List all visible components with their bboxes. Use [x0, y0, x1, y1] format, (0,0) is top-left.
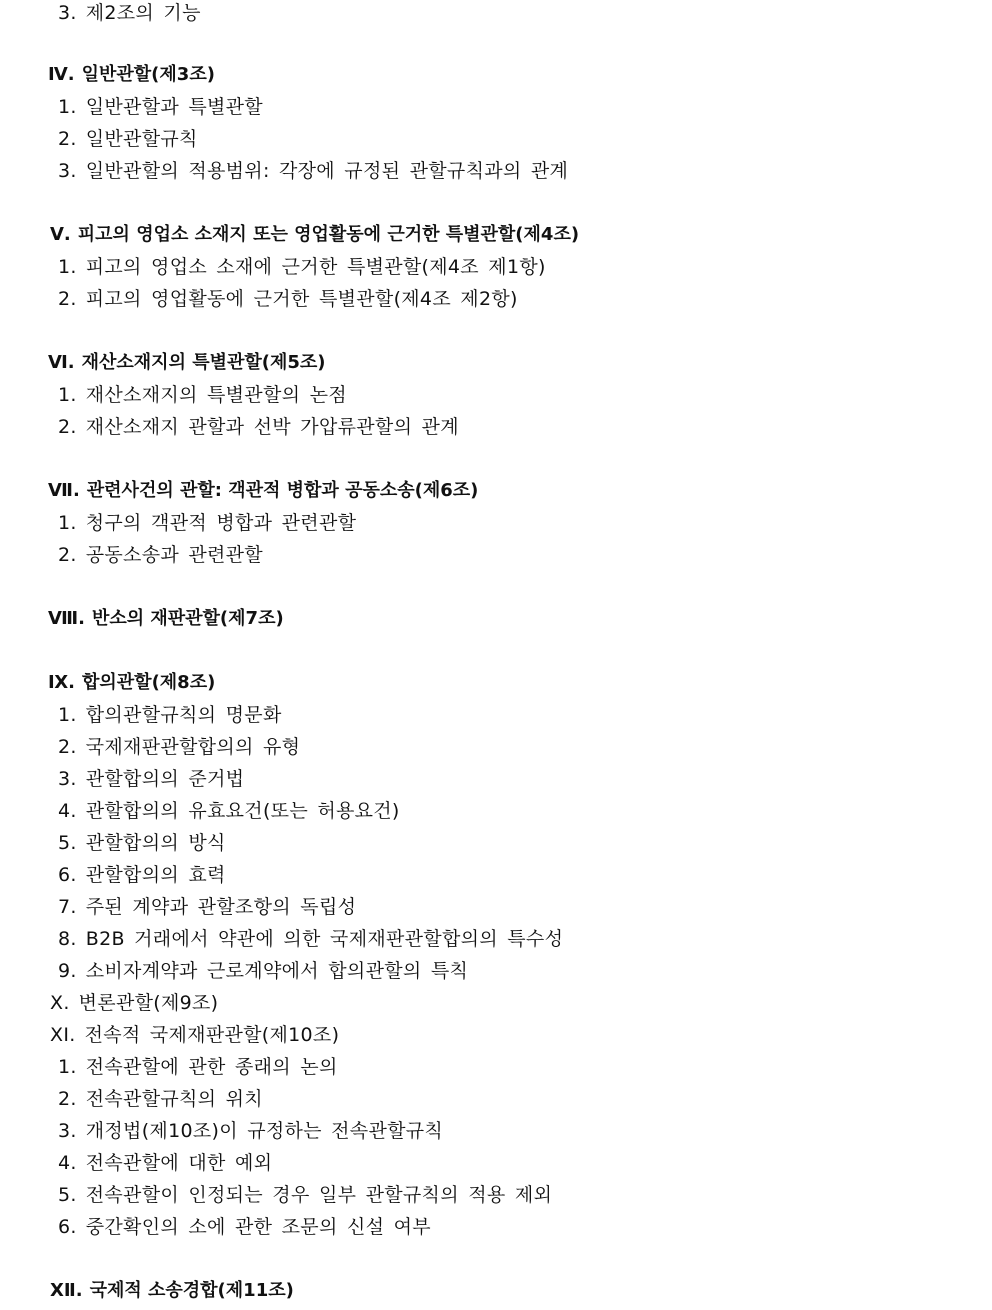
- outline-item: [58, 958, 468, 984]
- item-text: 청구의 객관적 병합과 관련관할: [85, 512, 357, 534]
- item-text: 반소의 재판관할(제7조): [91, 608, 284, 629]
- outline-item: [58, 766, 244, 792]
- item-text: 관할합의의 준거법: [85, 768, 245, 790]
- item-text: 관련사건의 관할: 객관적 병합과 공동소송(제6조): [86, 480, 479, 501]
- item-number: Ⅷ.: [48, 608, 85, 629]
- item-number: ⅩⅠ.: [50, 1024, 76, 1046]
- outline-item: [58, 734, 300, 760]
- item-text: 주된 계약과 관할조항의 독립성: [85, 896, 357, 918]
- outline-item: [58, 414, 459, 440]
- item-text: 재산소재지의 특별관할의 논점: [85, 384, 347, 406]
- section-heading: [48, 606, 284, 632]
- item-number: 4.: [58, 800, 77, 822]
- section-heading: [48, 670, 215, 696]
- item-number: 5.: [58, 832, 77, 854]
- item-number: 2.: [58, 416, 77, 438]
- item-text: 일반관할규칙: [85, 128, 198, 150]
- item-text: 피고의 영업소 소재지 또는 영업활동에 근거한 특별관할(제4조): [77, 224, 580, 245]
- item-text: 합의관할규칙의 명문화: [85, 704, 282, 726]
- item-number: Ⅳ.: [48, 64, 75, 85]
- item-text: 소비자계약과 근로계약에서 합의관할의 특칙: [85, 960, 469, 982]
- item-text: B2B 거래에서 약관에 의한 국제재판관할합의의 특수성: [85, 928, 564, 950]
- outline-item: [58, 1086, 263, 1112]
- section-line: [50, 990, 218, 1016]
- outline-item: [58, 1182, 552, 1208]
- outline-item: [58, 286, 518, 312]
- item-number: 2.: [58, 544, 77, 566]
- item-number: 2.: [58, 288, 77, 310]
- outline-item: [58, 0, 201, 26]
- item-text: 전속관할에 대한 예외: [85, 1152, 273, 1174]
- outline-item: [58, 254, 546, 280]
- outline-item: [58, 702, 282, 728]
- item-text: 개정법(제10조)이 규정하는 전속관할규칙: [85, 1120, 444, 1142]
- item-text: 전속관할에 관한 종래의 논의: [85, 1056, 338, 1078]
- item-number: 5.: [58, 1184, 77, 1206]
- item-text: 일반관할과 특별관할: [85, 96, 263, 118]
- item-text: 공동소송과 관련관할: [85, 544, 263, 566]
- outline-item: [58, 1118, 443, 1144]
- item-number: 2.: [58, 1088, 77, 1110]
- item-text: 관할합의의 유효요건(또는 허용요건): [85, 800, 400, 822]
- item-text: 관할합의의 효력: [85, 864, 226, 886]
- outline-item: [58, 1214, 431, 1240]
- item-text: 관할합의의 방식: [85, 832, 226, 854]
- item-number: 6.: [58, 864, 77, 886]
- item-number: Ⅸ.: [48, 672, 76, 693]
- outline-item: [58, 894, 356, 920]
- outline-item: [58, 158, 568, 184]
- item-number: 2.: [58, 128, 77, 150]
- item-number: 3.: [58, 1120, 77, 1142]
- item-number: Ⅴ.: [50, 224, 71, 245]
- item-number: Ⅵ.: [48, 352, 75, 373]
- outline-item: [58, 510, 356, 536]
- section-heading: [48, 62, 215, 88]
- item-number: 4.: [58, 1152, 77, 1174]
- item-number: ⅩⅡ.: [50, 1280, 83, 1301]
- outline-item: [58, 542, 263, 568]
- item-number: 9.: [58, 960, 77, 982]
- item-text: 피고의 영업활동에 근거한 특별관할(제4조 제2항): [85, 288, 518, 310]
- item-text: 일반관할(제3조): [81, 64, 215, 85]
- item-number: 1.: [58, 512, 77, 534]
- item-text: 전속관할이 인정되는 경우 일부 관할규칙의 적용 제외: [85, 1184, 553, 1206]
- outline-item: [58, 830, 226, 856]
- outline-item: [58, 798, 400, 824]
- item-number: Ⅹ.: [50, 992, 70, 1014]
- item-text: 변론관할(제9조): [78, 992, 219, 1014]
- item-number: 3.: [58, 768, 77, 790]
- item-number: 1.: [58, 384, 77, 406]
- outline-item: [58, 1150, 272, 1176]
- item-number: 3.: [58, 160, 77, 182]
- section-heading: [48, 350, 326, 376]
- item-text: 전속적 국제재판관할(제10조): [84, 1024, 340, 1046]
- section-heading: [50, 1278, 294, 1304]
- outline-item: [58, 382, 347, 408]
- outline-item: [58, 126, 198, 152]
- item-number: Ⅶ.: [48, 480, 80, 501]
- item-text: 전속관할규칙의 위치: [85, 1088, 263, 1110]
- section-heading: [48, 478, 478, 504]
- item-number: 7.: [58, 896, 77, 918]
- section-line: [50, 1022, 339, 1048]
- item-number: 2.: [58, 736, 77, 758]
- item-number: 1.: [58, 96, 77, 118]
- item-text: 제2조의 기능: [85, 2, 201, 24]
- item-text: 재산소재지의 특별관할(제5조): [81, 352, 326, 373]
- item-number: 1.: [58, 1056, 77, 1078]
- outline-item: [58, 862, 226, 888]
- item-text: 재산소재지 관할과 선박 가압류관할의 관계: [85, 416, 459, 438]
- outline-item: [58, 1054, 338, 1080]
- item-text: 일반관할의 적용범위: 각장에 규정된 관할규칙과의 관계: [85, 160, 569, 182]
- outline-item: [58, 926, 563, 952]
- item-number: 8.: [58, 928, 77, 950]
- outline-item: [58, 94, 263, 120]
- item-text: 합의관할(제8조): [82, 672, 216, 693]
- item-number: 3.: [58, 2, 77, 24]
- item-text: 국제적 소송경합(제11조): [89, 1280, 294, 1301]
- item-text: 국제재판관할합의의 유형: [85, 736, 301, 758]
- item-number: 6.: [58, 1216, 77, 1238]
- section-heading: [50, 222, 579, 248]
- item-number: 1.: [58, 256, 77, 278]
- item-text: 피고의 영업소 소재에 근거한 특별관할(제4조 제1항): [85, 256, 546, 278]
- item-number: 1.: [58, 704, 77, 726]
- item-text: 중간확인의 소에 관한 조문의 신설 여부: [85, 1216, 431, 1238]
